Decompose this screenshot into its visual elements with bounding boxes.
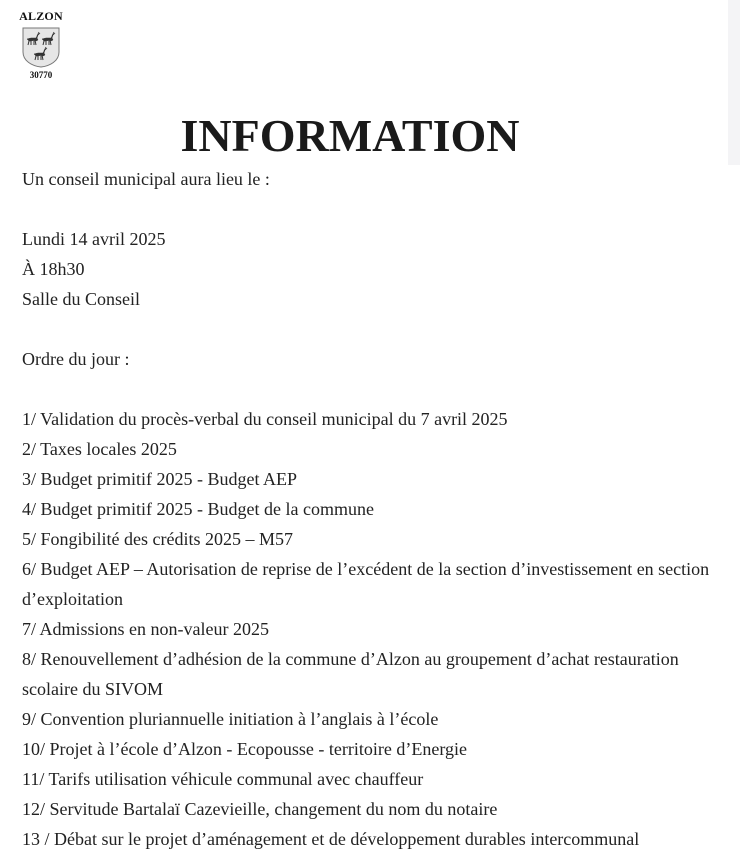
spacer xyxy=(22,194,734,224)
notice-body xyxy=(22,164,734,854)
logo-town-name: ALZON xyxy=(19,9,63,23)
agenda-item: 11/ Tarifs utilisation véhicule communal avec chauffeur xyxy=(22,769,424,789)
agenda-item: 3/ Budget primitif 2025 - Budget AEP xyxy=(22,469,297,489)
meeting-date: Lundi 14 avril 2025 xyxy=(22,229,166,249)
spacer xyxy=(22,374,734,404)
agenda-item: 6/ Budget AEP – Autorisation de reprise de l’excédent de la section d’investissement en section d’exploitation xyxy=(22,559,710,609)
intro-text: Un conseil municipal aura lieu le : xyxy=(22,169,270,189)
agenda-item: 7/ Admissions en non-valeur 2025 xyxy=(22,619,269,639)
agenda-item: 8/ Renouvellement d’adhésion de la commune d’Alzon au groupement d’achat restauration scolaire du SIVOM xyxy=(22,649,679,699)
meeting-place: Salle du Conseil xyxy=(22,289,140,309)
spacer xyxy=(22,314,734,344)
agenda-item: 2/ Taxes locales 2025 xyxy=(22,439,177,459)
agenda-item: 9/ Convention pluriannuelle initiation à l’anglais à l’école xyxy=(22,709,439,729)
logo-postcode: 30770 xyxy=(29,70,53,80)
agenda-item: 1/ Validation du procès-verbal du conseil municipal du 7 avril 2025 xyxy=(22,409,508,429)
agenda-item: 5/ Fongibilité des crédits 2025 – M57 xyxy=(22,529,293,549)
agenda-item: 4/ Budget primitif 2025 - Budget de la commune xyxy=(22,499,374,519)
page-gutter xyxy=(728,0,740,165)
agenda-item: 13 / Débat sur le projet d’aménagement et de développement durables intercommunal xyxy=(22,829,640,849)
agenda-item: 10/ Projet à l’école d’Alzon - Ecopousse - territoire d’Energie xyxy=(22,739,468,759)
meeting-time: À 18h30 xyxy=(22,259,85,279)
agenda-heading: Ordre du jour : xyxy=(22,349,130,369)
coat-of-arms-icon xyxy=(21,26,61,68)
town-logo xyxy=(16,9,66,81)
page-title: INFORMATION xyxy=(180,110,520,161)
agenda-item: 12/ Servitude Bartalaï Cazevieille, changement du nom du notaire xyxy=(22,799,498,819)
agenda-list xyxy=(22,404,734,854)
